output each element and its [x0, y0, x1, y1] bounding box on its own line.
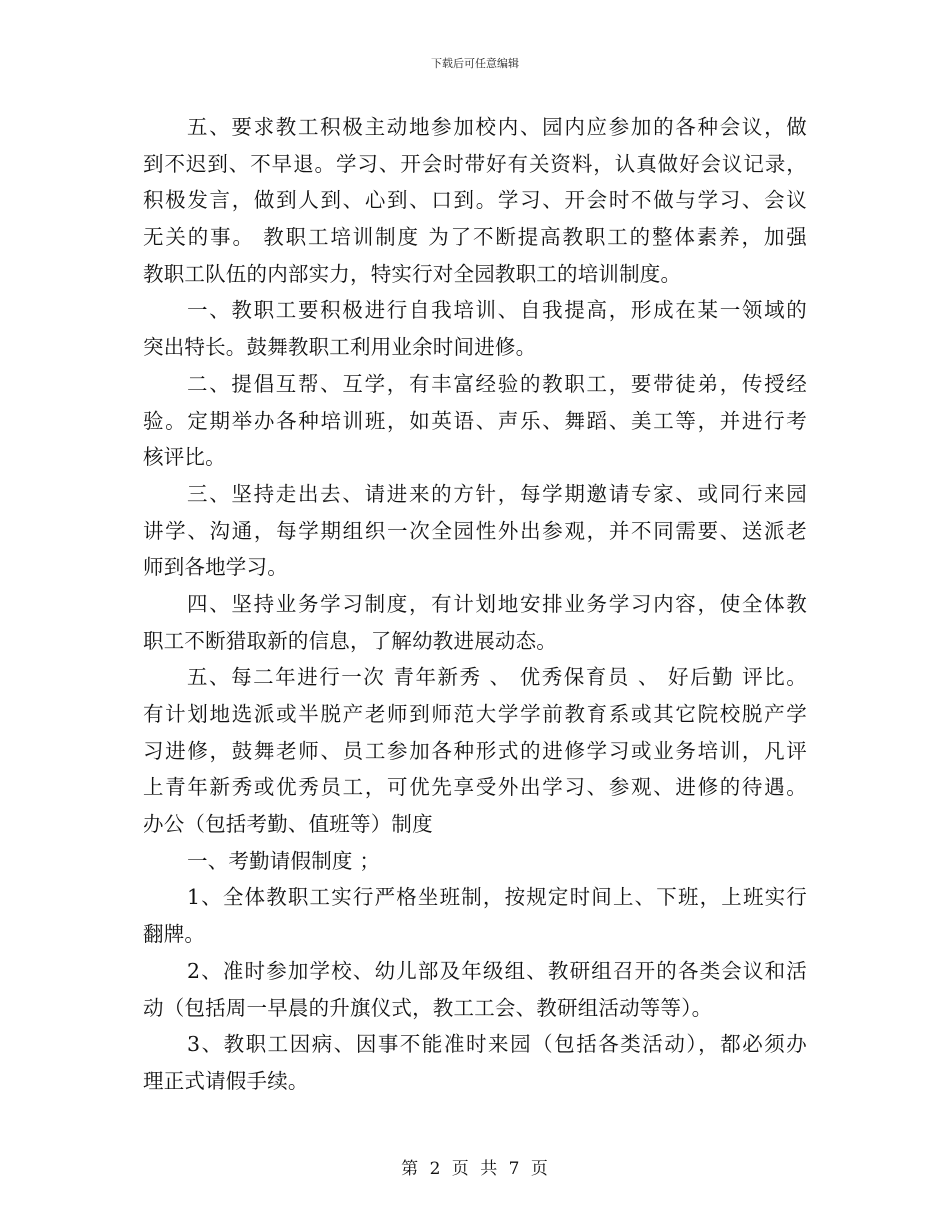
page-number: 第 2 页 共 7 页 [401, 1159, 549, 1179]
text-line: 理正式请假手续。 [143, 1068, 309, 1093]
text-line: 3、教职工因病、因事不能准时来园（包括各类活动），都必须办 [187, 1032, 807, 1057]
text-line: 一、考勤请假制度 ； [187, 848, 381, 873]
text-line: 无关的事。 教职工培训制度 为了不断提高教职工的整体素养，加强 [143, 225, 807, 250]
text-line: 上青年新秀或优秀员工，可优先享受外出学习、参观、进修的待遇。 [143, 775, 807, 800]
text-line: 翻牌。 [143, 922, 206, 947]
text-line: 办公（包括考勤、值班等）制度 [143, 812, 433, 837]
text-line: 1、全体教职工实行严格坐班制，按规定时间上、下班，上班实行 [187, 885, 807, 910]
text-line: 核评比。 [143, 445, 226, 470]
text-line: 二、提倡互帮、互学，有丰富经验的教职工，要带徒弟，传授经 [187, 371, 807, 396]
text-line: 五、要求教工积极主动地参加校内、园内应参加的各种会议，做 [187, 115, 807, 139]
text-line: 积极发言，做到人到、心到、口到。学习、开会时不做与学习、会议 [143, 188, 807, 213]
text-line: 职工不断猎取新的信息，了解幼教进展动态。 [143, 628, 557, 653]
text-line: 验。定期举办各种培训班，如英语、声乐、舞蹈、美工等，并进行考 [143, 408, 807, 433]
text-line: 动（包括周一早晨的升旗仪式，教工工会、教研组活动等等）。 [143, 995, 713, 1020]
text-line: 2、准时参加学校、幼儿部及年级组、教研组召开的各类会议和活 [187, 958, 807, 983]
text-line: 一、教职工要积极进行自我培训、自我提高，形成在某一领域的 [187, 298, 807, 323]
page-header-note: 下载后可任意编辑 [431, 57, 519, 70]
text-line: 突出特长。鼓舞教职工利用业余时间进修。 [143, 335, 537, 360]
text-line: 三、坚持走出去、请进来的方针，每学期邀请专家、或同行来园 [187, 481, 807, 506]
text-line: 教职工队伍的内部实力，特实行对全园教职工的培训制度。 [143, 261, 682, 286]
text-line: 五、每二年进行一次 青年新秀 、 优秀保育员 、 好后勤 评比。 [187, 665, 807, 690]
text-line: 讲学、沟通，每学期组织一次全园性外出参观，并不同需要、送派老 [143, 518, 807, 543]
text-line: 师到各地学习。 [143, 555, 288, 580]
text-line: 有计划地选派或半脱产老师到师范大学学前教育系或其它院校脱产学 [143, 702, 807, 726]
text-line: 习进修，鼓舞老师、员工参加各种形式的进修学习或业务培训，凡评 [143, 738, 807, 763]
text-line: 四、坚持业务学习制度，有计划地安排业务学习内容，使全体教 [187, 591, 807, 616]
document-body [143, 109, 807, 1100]
text-line: 到不迟到、不早退。学习、开会时带好有关资料，认真做好会议记录， [143, 151, 807, 176]
